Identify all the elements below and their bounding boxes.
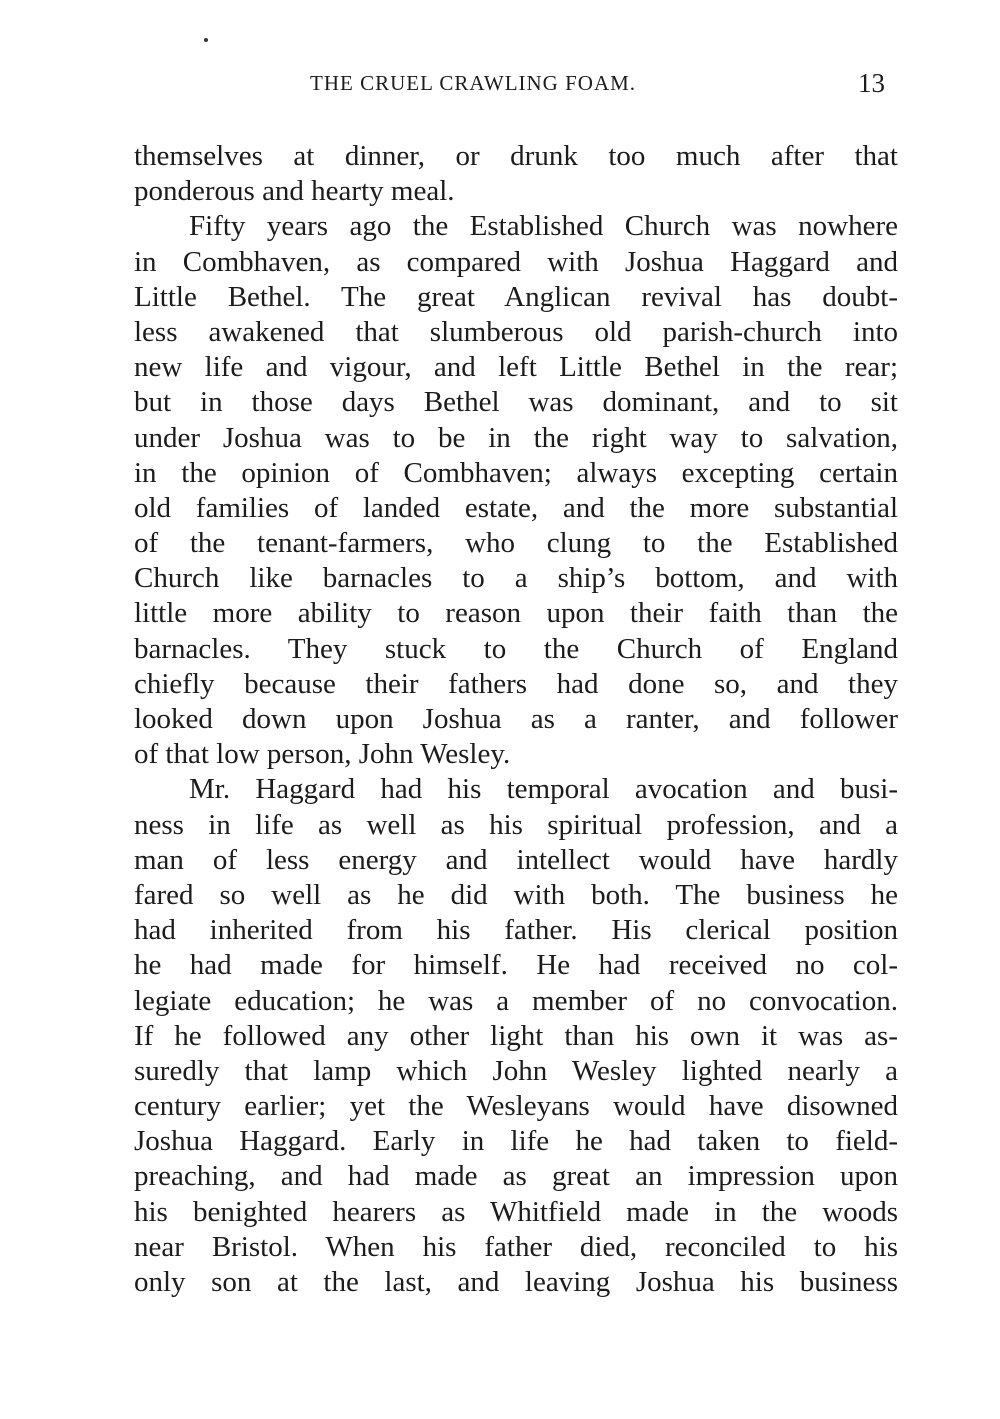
body-text (134, 139, 898, 1300)
text-line: ness in life as well as his spiritual profession, and a (134, 808, 898, 841)
text-line: little more ability to reason upon their faith than the (134, 597, 898, 630)
text-line: century earlier; yet the Wesleyans would have disowned (134, 1090, 898, 1123)
text-line: man of less energy and intellect would have hardly (134, 843, 898, 876)
text-line: new life and vigour, and left Little Bethel in the rear; (134, 351, 898, 384)
text-line: Fifty years ago the Established Church was nowhere (189, 210, 898, 243)
text-line: he had made for himself. He had received no col- (134, 949, 898, 982)
text-line: chiefly because their fathers had done so, and they (134, 667, 898, 700)
text-line: suredly that lamp which John Wesley lighted nearly a (134, 1054, 898, 1087)
text-line: fared so well as he did with both. The business he (134, 878, 898, 911)
text-line: in Combhaven, as compared with Joshua Haggard and (134, 245, 898, 278)
text-line: old families of landed estate, and the more substantial (134, 491, 898, 524)
text-line: of the tenant-farmers, who clung to the Established (134, 527, 898, 560)
text-line: legiate education; he was a member of no convocation. (134, 984, 898, 1017)
text-line: in the opinion of Combhaven; always excepting certain (134, 456, 898, 489)
text-line: Mr. Haggard had his temporal avocation and busi- (189, 773, 898, 806)
text-line: but in those days Bethel was dominant, and to sit (134, 386, 898, 419)
text-line: less awakened that slumberous old parish-church into (134, 315, 898, 348)
text-line: of that low person, John Wesley. (134, 738, 511, 771)
text-line: barnacles. They stuck to the Church of England (134, 632, 898, 665)
text-line: Church like barnacles to a ship’s bottom, and with (134, 562, 898, 595)
printer-dot-mark (204, 38, 208, 42)
running-head-title: THE CRUEL CRAWLING FOAM. (310, 71, 637, 95)
text-line: under Joshua was to be in the right way to salvation, (134, 421, 898, 454)
text-line: looked down upon Joshua as a ranter, and follower (134, 703, 898, 735)
text-line: only son at the last, and leaving Joshua his business (134, 1266, 898, 1298)
text-line: themselves at dinner, or drunk too much after that (134, 140, 898, 172)
text-line: Little Bethel. The great Anglican revival has doubt- (134, 280, 898, 313)
page-number: 13 (858, 68, 885, 98)
text-line: Joshua Haggard. Early in life he had taken to field- (134, 1125, 898, 1158)
text-line: had inherited from his father. His clerical position (134, 914, 898, 947)
text-line: ponderous and hearty meal. (134, 175, 455, 208)
text-line: If he followed any other light than his own it was as- (134, 1019, 898, 1052)
text-line: his benighted hearers as Whitfield made in the woods (134, 1195, 898, 1228)
text-line: preaching, and had made as great an impression upon (134, 1160, 898, 1193)
text-line: near Bristol. When his father died, reconciled to his (134, 1230, 898, 1263)
